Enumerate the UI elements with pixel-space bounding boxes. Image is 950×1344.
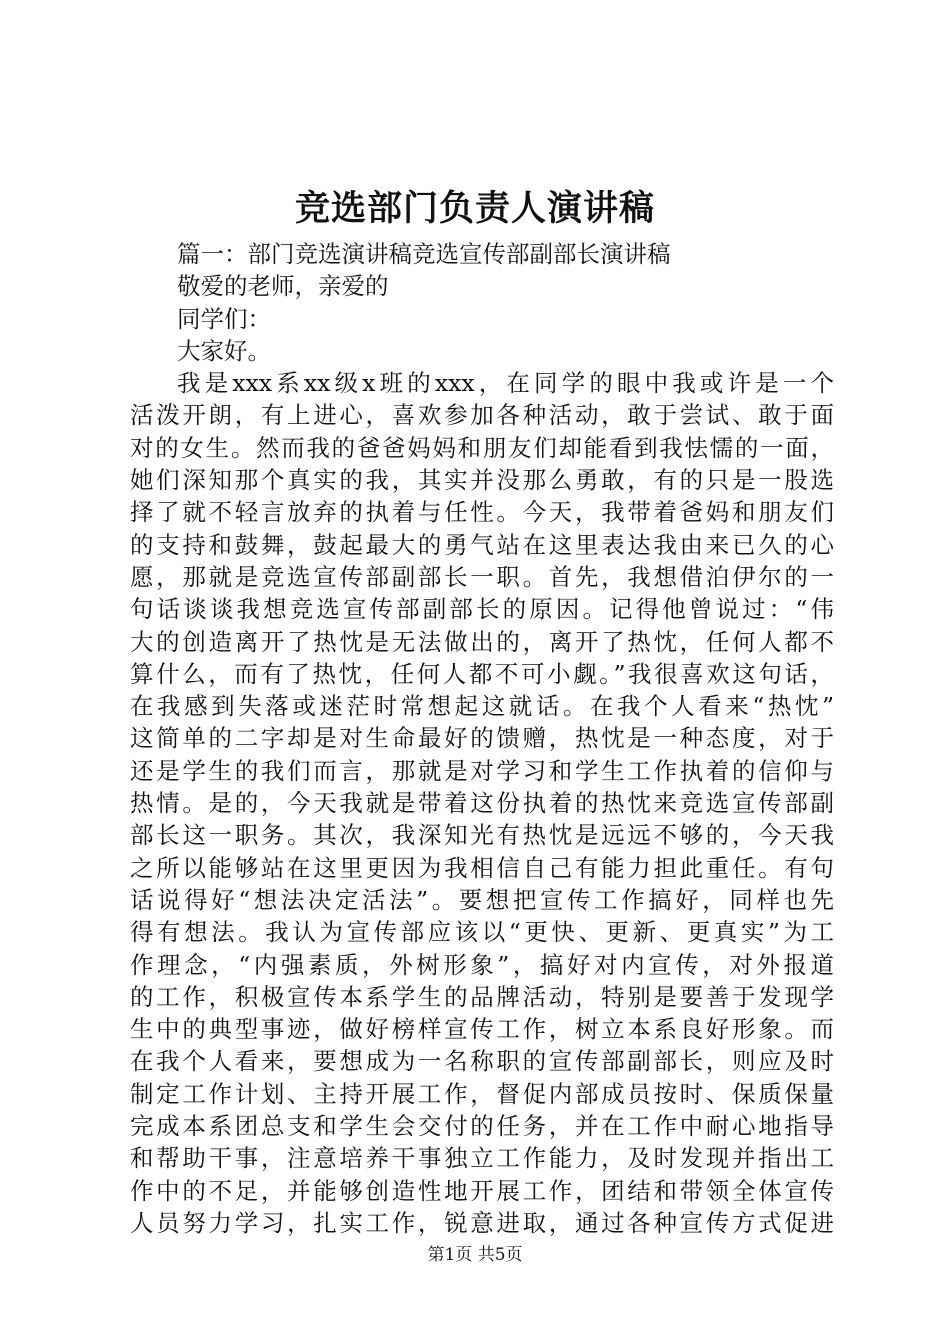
body-line: 话说得好“想法决定活法”。要想把宣传工作搞好，同样也先 [130,885,834,914]
body-line: 对的女生。然而我的爸爸妈妈和朋友们却能看到我怯懦的一面， [130,433,834,462]
body-line: 句话谈谈我想竞选宣传部副部长的原因。记得他曾说过：“伟 [130,595,834,624]
body-line: 部长这一职务。其次，我深知光有热忱是远远不够的，今天我 [130,821,834,850]
body-line: 之所以能够站在这里更因为我相信自己有能力担此重任。有句 [130,853,834,882]
body-line: 我是xxx系xx级x班的xxx，在同学的眼中我或许是一个 [177,369,834,398]
body-line: 这简单的二字却是对生命最好的馈赠，热忱是一种态度，对于 [130,724,834,753]
body-line: 得有想法。我认为宣传部应该以“更快、更新、更真实”为工 [130,918,834,947]
body-line: 人员努力学习，扎实工作，锐意进取，通过各种宣传方式促进 [130,1208,834,1237]
body-line: 和帮助干事，注意培养干事独立工作能力，及时发现并指出工 [130,1144,834,1173]
body-line: 愿，那就是竞选宣传部副部长一职。首先，我想借泊伊尔的一 [130,562,834,591]
body-line: 在我感到失落或迷茫时常想起这就话。在我个人看来“热忱” [130,692,834,721]
body-line: 完成本系团总支和学生会交付的任务，并在工作中耐心地指导 [130,1112,834,1141]
body-line: 篇一：部门竞选演讲稿竞选宣传部副部长演讲稿 [177,240,671,268]
body-line: 制定工作计划、主持开展工作，督促内部成员按时、保质保量 [130,1079,834,1108]
body-line: 同学们： [177,304,271,333]
body-line: 还是学生的我们而言，那就是对学习和学生工作执着的信仰与 [130,756,834,785]
body-line: 的工作，积极宣传本系学生的品牌活动，特别是要善于发现学 [130,982,834,1011]
body-line: 作中的不足，并能够创造性地开展工作，团结和带领全体宣传 [130,1176,834,1205]
body-line: 的支持和鼓舞，鼓起最大的勇气站在这里表达我由来已久的心 [130,530,834,559]
body-line: 作理念，“内强素质，外树形象”，搞好对内宣传，对外报道 [130,950,834,979]
body-line: 择了就不轻言放弃的执着与任性。今天，我带着爸妈和朋友们 [130,498,834,527]
document-body [130,238,834,1239]
body-line: 生中的典型事迹，做好榜样宣传工作，树立本系良好形象。而 [130,1015,834,1044]
page-footer: 第1页 共5页 [427,1245,523,1265]
body-line: 热情。是的，今天我就是带着这份执着的热忱来竞选宣传部副 [130,789,834,818]
document-title: 竞选部门负责人演讲稿 [294,188,655,229]
body-line: 算什么，而有了热忱，任何人都不可小觑。”我很喜欢这句话， [130,659,834,688]
body-line: 大家好。 [177,336,271,365]
body-line: 在我个人看来，要想成为一名称职的宣传部副部长，则应及时 [130,1047,834,1076]
body-line: 大的创造离开了热忱是无法做出的，离开了热忱，任何人都不 [130,627,834,656]
body-line: 敬爱的老师，亲爱的 [177,272,389,301]
body-line: 活泼开朗，有上进心，喜欢参加各种活动，敢于尝试、敢于面 [130,401,834,430]
body-line: 她们深知那个真实的我，其实并没那么勇敢，有的只是一股选 [130,466,834,495]
